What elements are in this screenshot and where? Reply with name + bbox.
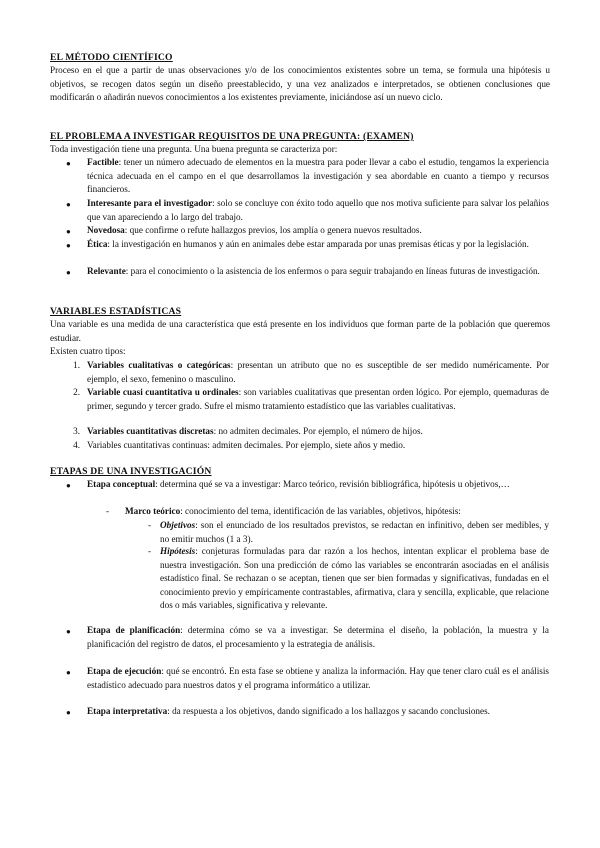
list-item-etapa-planificacion [87, 624, 549, 651]
item-text: : determina cómo se va a investigar. Se determina el diseño, la población, la muestra y la planificación del registro de datos, el procesamiento y la estrategia de análisis. [87, 625, 549, 649]
dash-marker: - [148, 546, 152, 556]
item-term: Interesante para el investigador [87, 198, 213, 208]
list-item-discretas [87, 425, 549, 439]
item-text: : determina qué se va a investigar: Marco teórico, revisión bibliográfica, hipótesis u objetivos,… [155, 479, 510, 489]
item-term: Variables cuantitativas discretas [87, 426, 214, 436]
list-item-ordinales [87, 386, 549, 413]
item-term: Objetivos [160, 520, 196, 530]
item-term: Variable cuasi cuantitativa u ordinales [87, 387, 239, 397]
item-term: Factible [87, 157, 119, 167]
item-text: : son variables cualitativas que presentan orden lógico. Por ejemplo, quemaduras de primer, segundo y tercer grado. Sufre el mismo tratamiento estadístico que las variables cualitativas. [87, 387, 549, 411]
item-term: Variables cualitativas o categóricas [87, 360, 231, 370]
bullet-icon: ● [66, 227, 71, 236]
list-item-hipotesis [160, 545, 549, 613]
bullet-icon: ● [66, 268, 71, 277]
item-text: : la investigación en humanos y aún en animales debe estar amparada por unas premisas éticas y por la legislación. [107, 239, 529, 249]
heading-problema: EL PROBLEMA A INVESTIGAR REQUISITOS DE UNA PREGUNTA: (EXAMEN) [50, 131, 414, 142]
list-item-interesante [87, 197, 549, 224]
list-item-continuas [87, 439, 549, 453]
item-text: : presentan un atributo que no es susceptible de ser medido numéricamente. Por ejemplo, el sexo, femenino o masculino. [87, 360, 549, 384]
item-term: Etapa interpretativa [87, 706, 168, 716]
paragraph-metodo-cientifico: Proceso en el que a partir de unas observaciones y/o de los conocimientos existentes sobre un tema, se formula una hipótesis u objetivos, se recogen datos según un diseño preestablecido, y una vez analizados e interpretados, se obtienen conclusiones que modificarán o añadirán nuevos conocimientos a los existentes previamente, iniciándose así un nuevo ciclo. [50, 65, 550, 103]
item-text: : conocimiento del tema, identificación de las variables, objetivos, hipótesis: [180, 506, 461, 516]
item-text: : tener un número adecuado de elementos en la muestra para poder llevar a cabo el estudio, tengamos la experiencia técnica adecuada en el campo en el que desarrollamos la investigación y sea abordable en cuanto a tiempo y recursos financieros. [87, 157, 549, 195]
item-term: Ética [87, 239, 108, 249]
item-text: : son el enunciado de los resultados previstos, se redactan en infinitivo, deben ser medibles, y no emitir muchos (1 a 3). [160, 520, 549, 544]
heading-metodo-cientifico: EL MÉTODO CIENTÍFICO [50, 52, 173, 63]
bullet-icon: ● [66, 200, 71, 209]
list-number: 2. [73, 387, 80, 397]
list-number: 4. [73, 440, 80, 450]
list-item-etapa-interpretativa [87, 705, 549, 719]
item-text: : que confirme o refute hallazgos previos, los amplía o genera nuevos resultados. [124, 225, 422, 235]
list-item-etapa-conceptual [87, 478, 549, 492]
item-text: : para el conocimiento o la asistencia de los enfermos o para seguir trabajando en líneas futuras de investigación. [125, 266, 540, 276]
list-number: 3. [73, 426, 80, 436]
list-item-marco-teorico [125, 505, 549, 519]
list-item-etapa-ejecucion [87, 665, 549, 692]
item-text: : no admiten decimales. Por ejemplo, el número de hijos. [213, 426, 423, 436]
item-term: Hipótesis [160, 546, 196, 556]
list-item-factible [87, 156, 549, 197]
item-term: Etapa de ejecución [87, 666, 162, 676]
list-item-relevante [87, 265, 549, 279]
item-term: Relevante [87, 266, 126, 276]
variables-intro: Una variable es una medida de una característica que está presente en los individuos que forman parte de la población que queremos estudiar. [50, 319, 550, 343]
item-text: : conjeturas formuladas para dar razón a los hechos, intentan explicar el problema base de nuestra investigación. Son una predicción de cómo las variables se encontrarán asociadas en el análisis estadístico final. Se rechazan o se aceptan, tienen que ser bien formadas y significativas, fundadas en el conocimiento previo y empíricamente contrastables, afirmativa, clara y sencilla, explicable, que relacione dos o más variables, significativa y relevante. [160, 546, 549, 611]
item-text: : solo se concluye con éxito todo aquello que nos motiva suficiente para salvar los pelañios que van apareciendo a lo largo del trabajo. [87, 198, 549, 222]
bullet-icon: ● [66, 668, 71, 677]
item-text: : qué se encontró. En esta fase se obtiene y analiza la información. Hay que tener claro cuál es el análisis estadístico adecuado para nuestros datos y el programa informático a utilizar. [87, 666, 549, 690]
item-text: : da respuesta a los objetivos, dando significado a los hallazgos y sacando conclusiones. [167, 706, 490, 716]
bullet-icon: ● [66, 481, 71, 490]
item-term: Etapa de planificación [87, 625, 181, 635]
list-number: 1. [73, 360, 80, 370]
heading-variables: VARIABLES ESTADÍSTICAS [50, 306, 182, 317]
list-item-objetivos [160, 519, 549, 546]
bullet-icon: ● [66, 159, 71, 168]
dash-marker: - [106, 506, 110, 516]
bullet-icon: ● [66, 627, 71, 636]
list-item-etica [87, 238, 549, 252]
item-term: Novedosa [87, 225, 125, 235]
bullet-icon: ● [66, 708, 71, 717]
heading-etapas: ETAPAS DE UNA INVESTIGACIÓN [50, 466, 212, 477]
variables-types-intro: Existen cuatro tipos: [50, 346, 126, 356]
bullet-icon: ● [66, 241, 71, 250]
problema-intro: Toda investigación tiene una pregunta. Una buena pregunta se caracteriza por: [50, 144, 338, 154]
list-item-cualitativas [87, 359, 549, 386]
list-item-novedosa [87, 224, 549, 238]
item-term: Marco teórico [125, 506, 181, 516]
dash-marker: - [148, 520, 152, 530]
item-term: Etapa conceptual [87, 479, 156, 489]
item-text: Variables cuantitativas continuas: admiten decimales. Por ejemplo, siete años y medio. [87, 440, 406, 450]
